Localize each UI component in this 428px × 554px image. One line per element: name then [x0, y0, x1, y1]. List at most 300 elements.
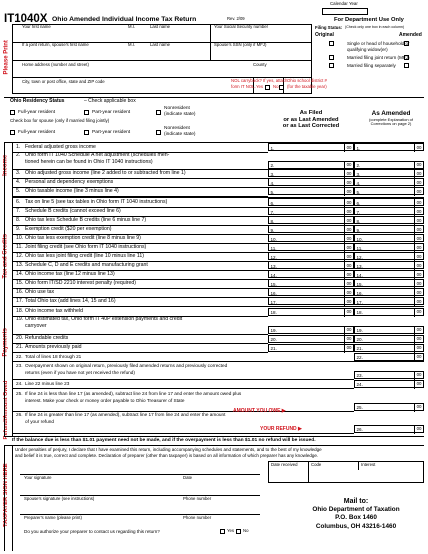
- line-26-as-amended-field-number: 26.: [356, 427, 363, 432]
- line-25-as-amended-field-number: 25.: [356, 405, 363, 410]
- line-24-as-amended-field-cents: 00: [416, 381, 422, 386]
- line-3-as-filed-field-number: 3.: [270, 171, 275, 177]
- line-19-number: 19.: [16, 316, 24, 322]
- line-18-text: [16, 309, 83, 315]
- line-20-row: [12, 334, 424, 343]
- line-8-as-amended-field-number: 8.: [356, 218, 361, 224]
- line-22-number: 22.: [16, 353, 23, 359]
- line-12-number: 12.: [16, 252, 24, 259]
- line-15-number: 15.: [16, 279, 24, 286]
- your-signature-line[interactable]: [20, 474, 260, 475]
- line-15-as-amended-field[interactable]: [354, 279, 424, 287]
- line-9-text: [16, 227, 112, 233]
- line-26-desc-cont: of your refund: [25, 418, 54, 424]
- line-22-as-amended-field-number: 22.: [356, 355, 363, 360]
- line-13-text: [16, 263, 148, 269]
- line-15-as-filed-field-number: 15.: [270, 281, 277, 287]
- calendar-year-label: Calendar Year: [330, 1, 358, 6]
- code-label: Code: [311, 462, 322, 467]
- mfs-label: Married filing separately: [347, 63, 396, 68]
- nol-no-checkbox[interactable]: [279, 85, 284, 90]
- line-13-as-filed-field-number: 13.: [270, 263, 277, 269]
- line-1-row: [12, 143, 424, 152]
- line-4-as-amended-field-cents: 00: [416, 179, 422, 185]
- line-9-as-amended-field-number: 9.: [356, 227, 361, 233]
- line-17-desc: Total Ohio tax (add lines 14, 15 and 16): [25, 297, 116, 304]
- line-23-desc: Overpayment shown on original return, previously filed amended returns and previously corrected: [25, 363, 228, 368]
- line-10-number: 10.: [16, 234, 24, 241]
- spouse-ssn-label: Spouse's SSN (only if MFJ): [214, 42, 267, 47]
- line-4-as-filed-field[interactable]: [268, 178, 354, 186]
- line-26-row: [12, 408, 424, 433]
- line-7-as-filed-field[interactable]: [268, 207, 354, 215]
- line-26-as-amended-field[interactable]: [354, 425, 424, 433]
- line-6-row: [12, 198, 424, 207]
- line-18-as-filed-field-number: 18.: [270, 310, 277, 315]
- orig-mfj-checkbox[interactable]: [329, 55, 334, 60]
- line-16-number: 16.: [16, 288, 24, 295]
- residency-subtitle: – Check applicable box: [84, 98, 136, 104]
- line-14-row: [12, 270, 424, 279]
- line-4-row: [12, 178, 424, 187]
- line-5-as-amended-field-cents: 00: [416, 188, 422, 194]
- line-11-desc: Joint filing credit (see Ohio form IT 1040 instructions): [25, 243, 147, 250]
- line-2-as-amended-field-number: 2.: [356, 163, 361, 168]
- school-district-label-2: (for the taxable year): [287, 84, 327, 89]
- revision-date: Rev. 2/09: [227, 16, 245, 21]
- line-18-as-amended-field[interactable]: [354, 308, 424, 316]
- line-26-desc: If line 24 is greater than line 17 (as amended), subtract line 17 from line 24 and enter the amount: [25, 412, 226, 417]
- home-address-label: Home address (number and street): [22, 62, 89, 67]
- line-3-as-filed-field-cents: 00: [346, 170, 352, 176]
- line-10-as-amended-field[interactable]: [354, 234, 424, 242]
- line-10-row: [12, 234, 424, 243]
- line-3-as-amended-field[interactable]: [354, 169, 424, 177]
- line-18-row: [12, 307, 424, 316]
- line-5-as-filed-field-cents: 00: [346, 188, 352, 194]
- line-20-as-filed-field-cents: 00: [346, 336, 352, 341]
- line-10-as-filed-field-number: 10.: [270, 236, 277, 242]
- line-7-as-amended-field-cents: 00: [416, 208, 422, 214]
- line-2-as-filed-field-number: 2.: [270, 163, 275, 168]
- line-25-desc-cont: interest. Make your check or money order payable to Ohio Treasurer of State: [25, 397, 185, 403]
- phone-label: Phone number: [183, 496, 212, 501]
- form-title: Ohio Amended Individual Income Tax Return: [52, 15, 197, 23]
- date-received-label: Date received: [271, 462, 298, 467]
- line-2-text: [16, 153, 169, 166]
- line-15-as-amended-field-number: 15.: [356, 281, 363, 287]
- line-1-number: 1.: [16, 143, 21, 150]
- line-8-as-amended-field-cents: 00: [416, 217, 422, 223]
- part-year-label: Part-year resident: [92, 110, 131, 115]
- line-8-as-filed-field-number: 8.: [270, 218, 275, 224]
- preparer-name-label: Preparer's name (please print): [24, 515, 82, 520]
- line-12-as-filed-field[interactable]: [268, 252, 354, 260]
- line-17-row: [12, 297, 424, 306]
- line-10-as-filed-field-cents: 00: [346, 235, 352, 241]
- line-16-as-amended-field-cents: 00: [416, 289, 422, 295]
- mail-to-address: Mail to: Ohio Department of Taxation P.O. Box 1460 Columbus, OH 43216-1460: [312, 498, 400, 530]
- contact-yes-checkbox[interactable]: [220, 529, 225, 534]
- line-26-number: 26.: [16, 412, 23, 417]
- line-15-desc: Ohio form IT/SD 2210 interest penalty (required): [25, 279, 137, 286]
- line-21-number: 21.: [16, 343, 24, 350]
- line-9-as-filed-field[interactable]: [268, 225, 354, 233]
- line-19-as-filed-field[interactable]: [268, 326, 354, 334]
- line-12-desc: Ohio tax less joint filing credit (line 10 minus line 11): [25, 252, 144, 259]
- line-23-as-amended-field-cents: 00: [416, 372, 422, 377]
- line-21-desc: Amounts previously paid: [25, 343, 82, 350]
- contact-yes-label: Yes: [227, 528, 235, 533]
- line-15-text: [16, 281, 136, 287]
- form-id: IT1040X: [4, 13, 48, 25]
- line-22-text: [16, 354, 81, 359]
- line-1-as-filed-field-number: 1.: [270, 145, 275, 151]
- line-6-desc: Tax on line 5 (see tax tables in Ohio form IT 1040 instructions): [25, 198, 168, 205]
- line-20-as-amended-field-number: 20.: [356, 337, 363, 342]
- line-7-number: 7.: [16, 207, 21, 214]
- amend-mfs-checkbox[interactable]: [404, 63, 409, 68]
- first-name-label: Your first name: [22, 24, 51, 29]
- line-11-as-filed-field-cents: 00: [346, 244, 352, 250]
- original-col-label: Original: [315, 32, 334, 38]
- line-25-text: [16, 391, 241, 403]
- line-13-row: [12, 261, 424, 270]
- spouse-mi-label: M.I.: [128, 42, 136, 47]
- line-6-as-filed-field[interactable]: [268, 198, 354, 206]
- line-16-desc: Ohio use tax: [25, 288, 55, 295]
- line-20-desc: Refundable credits: [25, 334, 69, 341]
- line-4-number: 4.: [16, 178, 21, 185]
- line-16-as-filed-field[interactable]: [268, 288, 354, 296]
- line-6-as-amended-field-number: 6.: [356, 200, 361, 206]
- line-15-as-amended-field-cents: 00: [416, 280, 422, 286]
- line-7-as-amended-field-number: 7.: [356, 209, 361, 215]
- line-3-desc: Ohio adjusted gross income (line 2 added to or subtracted from line 1): [25, 169, 186, 176]
- full-year-checkbox[interactable]: [10, 110, 15, 115]
- line-19-row: [12, 316, 424, 334]
- line-18-as-amended-field-cents: 00: [416, 309, 422, 314]
- line-10-as-amended-field-cents: 00: [416, 235, 422, 241]
- line-3-text: [16, 171, 186, 177]
- line-16-as-filed-field-cents: 00: [346, 289, 352, 295]
- line-1-as-amended-field[interactable]: [354, 143, 424, 151]
- line-17-text: [16, 299, 116, 305]
- line-17-as-amended-field-number: 17.: [356, 299, 363, 305]
- amount-you-owe-arrow: AMOUNT YOU OWE ▶: [233, 408, 286, 414]
- line-23-row: [12, 362, 424, 379]
- school-district-label-1: Ohio school district #: [287, 78, 327, 83]
- line-13-desc: Schedule C, D and E credits and manufacturing grant: [25, 261, 148, 268]
- line-12-as-amended-field-number: 12.: [356, 254, 363, 260]
- nonresident-checkbox[interactable]: [156, 110, 161, 115]
- line-12-row: [12, 252, 424, 261]
- line-16-row: [12, 288, 424, 297]
- as-amended-header: As Amended (complete Explanation of Corrections on page 2): [368, 110, 414, 127]
- line-19-as-amended-field[interactable]: [354, 326, 424, 334]
- line-18-number: 18.: [16, 307, 24, 314]
- line-12-as-amended-field[interactable]: [354, 252, 424, 260]
- line-2-number: 2.: [16, 152, 21, 158]
- line-11-as-amended-field-cents: 00: [416, 244, 422, 250]
- line-18-as-filed-field[interactable]: [268, 308, 354, 316]
- spouse-nonresident-checkbox[interactable]: [156, 130, 161, 135]
- line-10-as-amended-field-number: 10.: [356, 236, 363, 242]
- line-9-as-amended-field[interactable]: [354, 225, 424, 233]
- line-9-desc: Exemption credit ($20 per exemption): [25, 225, 112, 232]
- line-9-as-amended-field-cents: 00: [416, 226, 422, 232]
- line-1-as-amended-field-cents: 00: [416, 144, 422, 150]
- line-20-text: [16, 336, 68, 342]
- line-17-as-amended-field-cents: 00: [416, 298, 422, 304]
- line-19-as-filed-field-cents: 00: [346, 327, 352, 332]
- line-21-as-filed-field-number: 21.: [270, 346, 277, 351]
- line-23-as-amended-field[interactable]: [354, 371, 424, 379]
- line-12-as-amended-field-cents: 00: [416, 253, 422, 259]
- line-1-as-filed-field-cents: 00: [346, 144, 352, 150]
- line-14-text: [16, 272, 115, 278]
- line-9-number: 9.: [16, 225, 21, 232]
- line-8-as-amended-field[interactable]: [354, 216, 424, 224]
- mi-label: M.I.: [128, 24, 136, 29]
- line-1-text: [16, 145, 96, 151]
- line-6-as-amended-field[interactable]: [354, 198, 424, 206]
- line-6-as-amended-field-cents: 00: [416, 199, 422, 205]
- line-25-row: [12, 390, 424, 411]
- line-3-as-amended-field-number: 3.: [356, 171, 361, 177]
- filing-status-title: Filing Status:: [315, 25, 343, 30]
- line-24-as-amended-field-number: 24.: [356, 382, 363, 387]
- spouse-full-year-label: Full-year resident: [18, 130, 56, 135]
- line-2-as-filed-field[interactable]: [268, 161, 354, 169]
- line-21-row: [12, 343, 424, 352]
- line-14-as-amended-field-number: 14.: [356, 272, 363, 278]
- line-11-as-filed-field-number: 11.: [270, 245, 277, 251]
- line-20-as-filed-field[interactable]: [268, 335, 354, 343]
- line-14-as-filed-field-cents: 00: [346, 271, 352, 277]
- line-2-desc-cont: tioned herein can be found in Ohio IT 1040 instructions): [25, 159, 153, 166]
- line-5-as-filed-field-number: 5.: [270, 189, 275, 195]
- line-25-as-amended-field[interactable]: [354, 403, 424, 411]
- contact-no-label: No: [243, 528, 249, 533]
- line-4-as-amended-field-number: 4.: [356, 180, 361, 186]
- taxpayer-sign-label: TAXPAYER SIGN HERE: [2, 463, 9, 528]
- contact-question: Do you authorize your preparer to contact us regarding this return?: [24, 529, 160, 534]
- line-26-as-amended-field-cents: 00: [416, 426, 422, 431]
- your-signature-label: Your signature: [24, 475, 52, 480]
- line-17-as-filed-field-number: 17.: [270, 299, 277, 305]
- spouse-part-year-label: Part-year resident: [92, 130, 131, 135]
- city-label: City, town or post office, state and ZIP code: [22, 79, 105, 84]
- line-3-number: 3.: [16, 169, 21, 176]
- line-3-as-filed-field[interactable]: [268, 169, 354, 177]
- line-11-as-filed-field[interactable]: [268, 243, 354, 251]
- line-3-as-amended-field-cents: 00: [416, 170, 422, 176]
- nonresident-indicate: (indicate state): [164, 112, 196, 117]
- line-6-text: [16, 200, 167, 206]
- spouse-signature-label: Spouse's signature (see instructions): [24, 496, 95, 501]
- sig-date-label: Date: [183, 475, 193, 480]
- line-22-desc: Total of lines 18 through 21: [25, 353, 82, 359]
- spouse-nonresident-indicate: (indicate state): [164, 132, 196, 137]
- line-8-as-filed-field[interactable]: [268, 216, 354, 224]
- line-2-desc: Ohio form IT 1040 Schedule A net adjustment (schedules men-: [25, 152, 170, 158]
- line-9-row: [12, 225, 424, 234]
- line-5-desc: Ohio taxable income (line 3 minus line 4): [25, 187, 119, 194]
- line-19-desc-cont: carryover: [25, 323, 47, 330]
- line-15-row: [12, 279, 424, 288]
- line-5-as-filed-field[interactable]: [268, 187, 354, 195]
- line-12-as-filed-field-number: 12.: [270, 254, 277, 260]
- line-13-as-amended-field-number: 13.: [356, 263, 363, 269]
- line-22-as-amended-field-cents: 00: [416, 354, 422, 359]
- line-24-row: [12, 379, 424, 388]
- part-year-checkbox[interactable]: [84, 110, 89, 115]
- line-23-number: 23.: [16, 363, 23, 368]
- contact-no-checkbox[interactable]: [236, 529, 241, 534]
- county-label: County: [253, 62, 267, 67]
- line-18-as-amended-field-number: 18.: [356, 310, 363, 315]
- line-19-as-amended-field-number: 19.: [356, 328, 363, 333]
- line-1-as-filed-field[interactable]: [268, 143, 354, 151]
- line-3-row: [12, 169, 424, 178]
- spouse-last-label: Last name: [150, 42, 171, 47]
- line-14-as-amended-field-cents: 00: [416, 271, 422, 277]
- line-5-as-amended-field-number: 5.: [356, 189, 361, 195]
- nol-no-label: No: [273, 84, 279, 89]
- line-21-as-filed-field-cents: 00: [346, 345, 352, 350]
- line-17-as-filed-field-cents: 00: [346, 298, 352, 304]
- line-25-number: 25.: [16, 391, 23, 396]
- line-24-as-amended-field[interactable]: [354, 380, 424, 388]
- line-8-number: 8.: [16, 216, 21, 223]
- spouse-part-year-checkbox[interactable]: [84, 130, 89, 135]
- mfj-label: Married filing joint return (MFJ): [347, 55, 410, 60]
- spouse-full-year-checkbox[interactable]: [10, 130, 15, 135]
- line-20-as-amended-field[interactable]: [354, 335, 424, 343]
- line-6-as-filed-field-cents: 00: [346, 199, 352, 205]
- line-24-desc: Line 22 minus line 23: [25, 380, 70, 386]
- line-15-as-filed-field-cents: 00: [346, 280, 352, 286]
- line-7-as-amended-field[interactable]: [354, 207, 424, 215]
- line-26-text: [16, 412, 225, 424]
- line-2-as-filed-field-cents: 00: [346, 162, 352, 167]
- line-19-desc: Ohio estimated tax, Ohio form IT 40P extension payments and credit: [25, 316, 183, 322]
- line-14-as-amended-field[interactable]: [354, 270, 424, 278]
- spouse-first-label: If a joint return, spouse's first name: [22, 42, 89, 47]
- preparer-phone-label: Phone number: [183, 515, 212, 520]
- line-14-desc: Ohio income tax (line 12 minus line 13): [25, 270, 115, 277]
- line-6-as-filed-field-number: 6.: [270, 200, 275, 206]
- line-5-text: [16, 189, 119, 195]
- line-1-as-amended-field-number: 1.: [356, 145, 361, 151]
- spouse-residency-note: Check box for spouse (only if married filing jointly): [10, 118, 110, 123]
- balance-warning: If the balance due is less than $1.01 payment need not be made, and if the overpayment is less than $1.01 no refund will be issued.: [12, 438, 316, 443]
- line-11-as-amended-field[interactable]: [354, 243, 424, 251]
- line-11-row: [12, 243, 424, 252]
- line-20-as-filed-field-number: 20.: [270, 337, 277, 342]
- line-24-number: 24.: [16, 380, 23, 386]
- orig-single-checkbox[interactable]: [329, 41, 334, 46]
- nonresident-label: Nonresident: [164, 106, 190, 111]
- line-4-text: [16, 180, 113, 186]
- line-14-as-filed-field[interactable]: [268, 270, 354, 278]
- line-5-number: 5.: [16, 187, 21, 194]
- line-13-as-filed-field-cents: 00: [346, 262, 352, 268]
- line-21-as-filed-field[interactable]: [268, 344, 354, 352]
- line-11-number: 11.: [16, 243, 23, 250]
- line-17-as-amended-field[interactable]: [354, 297, 424, 305]
- line-10-as-filed-field[interactable]: [268, 234, 354, 242]
- line-13-as-amended-field[interactable]: [354, 261, 424, 269]
- line-9-as-filed-field-number: 9.: [270, 227, 275, 233]
- line-11-text: [16, 245, 146, 251]
- full-year-label: Full-year resident: [18, 110, 56, 115]
- line-4-as-amended-field[interactable]: [354, 178, 424, 186]
- orig-mfs-checkbox[interactable]: [329, 63, 334, 68]
- nol-yes-checkbox[interactable]: [265, 85, 270, 90]
- line-25-desc: If line 24 is less than line 17 (as amended), subtract line 24 from line 17 and enter the amount owed plus: [25, 391, 242, 396]
- line-7-as-filed-field-cents: 00: [346, 208, 352, 214]
- line-2-as-amended-field[interactable]: [354, 161, 424, 169]
- line-4-as-filed-field-number: 4.: [270, 180, 275, 186]
- line-9-as-filed-field-cents: 00: [346, 226, 352, 232]
- line-2-row: [12, 152, 424, 169]
- line-4-as-filed-field-cents: 00: [346, 179, 352, 185]
- line-16-as-amended-field[interactable]: [354, 288, 424, 296]
- line-7-text: [16, 209, 121, 215]
- residency-title: Ohio Residency Status: [10, 98, 65, 104]
- line-18-desc: Ohio income tax withheld: [25, 307, 83, 314]
- perjury-statement-2: and belief it is true, correct and complete. Declaration of preparer (other than taxpayer) is based on all information of which preparer has any knowledge.: [15, 453, 319, 458]
- line-20-as-amended-field-cents: 00: [416, 336, 422, 341]
- spouse-nonresident-label: Nonresident: [164, 126, 190, 131]
- line-23-text: [16, 363, 227, 375]
- line-19-as-amended-field-cents: 00: [416, 327, 422, 332]
- line-15-as-filed-field[interactable]: [268, 279, 354, 287]
- payments-section-label: Payments: [2, 328, 9, 357]
- line-14-as-filed-field-number: 14.: [270, 272, 277, 278]
- line-8-row: [12, 216, 424, 225]
- perjury-statement-1: Under penalties of perjury, I declare that I have examined this return, including accompanying schedules and statements, and to the best of my knowledge: [15, 447, 322, 452]
- nol-label-1: NOL carryback? If yes, attach: [231, 78, 288, 83]
- ssn-label: Your Social Security number: [214, 24, 269, 29]
- line-21-text: [16, 345, 82, 351]
- line-17-as-filed-field[interactable]: [268, 297, 354, 305]
- calendar-year-field[interactable]: [322, 8, 368, 15]
- filing-status-note: (Check only one box in each column): [345, 25, 405, 29]
- line-5-as-amended-field[interactable]: [354, 187, 424, 195]
- interest-label: Interest: [361, 462, 376, 467]
- line-10-desc: Ohio tax less exemption credit (line 8 minus line 9): [25, 234, 141, 241]
- tax-credits-section-label: Tax and Credits: [2, 234, 9, 279]
- income-section-label: Income: [2, 154, 9, 176]
- line-17-number: 17.: [16, 297, 24, 304]
- line-22-row: [12, 352, 424, 361]
- line-21-as-amended-field[interactable]: [354, 344, 424, 352]
- line-23-desc-cont: returns (even if you have not yet received the refund): [25, 369, 135, 375]
- line-22-as-amended-field[interactable]: [354, 353, 424, 361]
- line-16-text: [16, 290, 54, 296]
- line-12-text: [16, 254, 144, 260]
- line-19-as-filed-field-number: 19.: [270, 328, 277, 333]
- line-13-as-amended-field-cents: 00: [416, 262, 422, 268]
- line-13-as-filed-field[interactable]: [268, 261, 354, 269]
- single-label-2: qualifying widow(er): [347, 47, 388, 52]
- as-filed-header: As Filed or as Last Amended or as Last Corrected: [282, 110, 340, 130]
- line-20-number: 20.: [16, 334, 24, 341]
- line-11-as-amended-field-number: 11.: [356, 245, 363, 251]
